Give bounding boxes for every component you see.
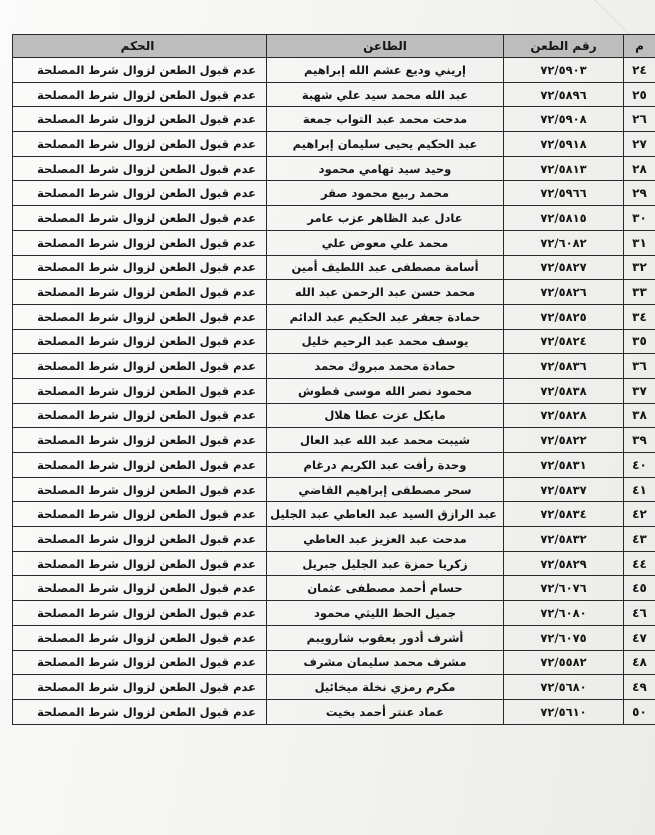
serial-number-cell: ٢٥	[624, 82, 655, 107]
header-appellant: الطاعن	[267, 35, 504, 58]
table-row	[13, 650, 655, 675]
serial-number-cell: ٢٨	[624, 156, 655, 181]
serial-number-cell: ٤٩	[624, 675, 655, 700]
table-row	[13, 675, 655, 700]
table-row	[13, 527, 655, 552]
serial-number-cell: ٤١	[624, 477, 655, 502]
table-row	[13, 699, 655, 724]
judgment-cell: عدم قبول الطعن لزوال شرط المصلحة	[13, 576, 267, 601]
judgment-cell: عدم قبول الطعن لزوال شرط المصلحة	[13, 625, 267, 650]
appellant-cell: مدحت عبد العزيز عبد العاطي	[267, 527, 504, 552]
appellant-cell: مشرف محمد سليمان مشرف	[267, 650, 504, 675]
judgment-cell: عدم قبول الطعن لزوال شرط المصلحة	[13, 304, 267, 329]
serial-number-cell: ٤٤	[624, 551, 655, 576]
judgment-cell: عدم قبول الطعن لزوال شرط المصلحة	[13, 156, 267, 181]
appellant-cell: أسامة مصطفى عبد اللطيف أمين	[267, 255, 504, 280]
judgment-cell: عدم قبول الطعن لزوال شرط المصلحة	[13, 699, 267, 724]
appeal-number-cell: ٧٢/٥٨٣٨	[504, 378, 624, 403]
table-row	[13, 58, 655, 83]
appeal-number-cell: ٧٢/٦٠٧٥	[504, 625, 624, 650]
table-row	[13, 329, 655, 354]
appeal-number-cell: ٧٢/٥٨٢٥	[504, 304, 624, 329]
appellant-cell: زكريا حمزة عبد الجليل جبريل	[267, 551, 504, 576]
appeal-number-cell: ٧٢/٥٨٢٨	[504, 403, 624, 428]
table-row	[13, 280, 655, 305]
appellant-cell: عماد عنتر أحمد بخيت	[267, 699, 504, 724]
appellant-cell: إريني وديع عشم الله إبراهيم	[267, 58, 504, 83]
appellant-cell: حمادة جعفر عبد الحكيم عبد الدائم	[267, 304, 504, 329]
serial-number-cell: ٢٤	[624, 58, 655, 83]
table-row	[13, 132, 655, 157]
rulings-table	[12, 34, 655, 725]
table-row	[13, 502, 655, 527]
table-body	[13, 58, 655, 725]
appeal-number-cell: ٧٢/٥٨٩٦	[504, 82, 624, 107]
appeal-number-cell: ٧٢/٥٨٢٤	[504, 329, 624, 354]
judgment-cell: عدم قبول الطعن لزوال شرط المصلحة	[13, 181, 267, 206]
judgment-cell: عدم قبول الطعن لزوال شرط المصلحة	[13, 329, 267, 354]
judgment-cell: عدم قبول الطعن لزوال شرط المصلحة	[13, 527, 267, 552]
appeal-number-cell: ٧٢/٥٨٣٦	[504, 354, 624, 379]
header-judgment: الحكم	[13, 35, 267, 58]
judgment-cell: عدم قبول الطعن لزوال شرط المصلحة	[13, 601, 267, 626]
judgment-cell: عدم قبول الطعن لزوال شرط المصلحة	[13, 230, 267, 255]
judgment-cell: عدم قبول الطعن لزوال شرط المصلحة	[13, 280, 267, 305]
judgment-cell: عدم قبول الطعن لزوال شرط المصلحة	[13, 551, 267, 576]
serial-number-cell: ٣٤	[624, 304, 655, 329]
table-row	[13, 304, 655, 329]
header-appeal-number: رقم الطعن	[504, 35, 624, 58]
serial-number-cell: ٣٩	[624, 428, 655, 453]
table-row	[13, 107, 655, 132]
judgment-cell: عدم قبول الطعن لزوال شرط المصلحة	[13, 82, 267, 107]
table-row	[13, 156, 655, 181]
serial-number-cell: ٤٢	[624, 502, 655, 527]
appellant-cell: سحر مصطفى إبراهيم القاضي	[267, 477, 504, 502]
appeal-number-cell: ٧٢/٥٩٠٣	[504, 58, 624, 83]
judgment-cell: عدم قبول الطعن لزوال شرط المصلحة	[13, 378, 267, 403]
judgment-cell: عدم قبول الطعن لزوال شرط المصلحة	[13, 650, 267, 675]
appellant-cell: وحيد سيد تهامي محمود	[267, 156, 504, 181]
appellant-cell: وحدة رأفت عبد الكريم درغام	[267, 453, 504, 478]
appeal-number-cell: ٧٢/٦٠٨٢	[504, 230, 624, 255]
appellant-cell: محمد علي معوض علي	[267, 230, 504, 255]
appeal-number-cell: ٧٢/٦٠٧٦	[504, 576, 624, 601]
judgment-cell: عدم قبول الطعن لزوال شرط المصلحة	[13, 453, 267, 478]
appeal-number-cell: ٧٢/٥٨٢٦	[504, 280, 624, 305]
appellant-cell: أشرف أدور يعقوب شارويبم	[267, 625, 504, 650]
serial-number-cell: ٣١	[624, 230, 655, 255]
header-serial-number: م	[624, 35, 655, 58]
appellant-cell: جميل الحظ الليثي محمود	[267, 601, 504, 626]
appeal-number-cell: ٧٢/٥٨٢٧	[504, 255, 624, 280]
serial-number-cell: ٤٠	[624, 453, 655, 478]
table-row	[13, 206, 655, 231]
appellant-cell: حسام أحمد مصطفى عثمان	[267, 576, 504, 601]
table-row	[13, 453, 655, 478]
serial-number-cell: ٣٠	[624, 206, 655, 231]
judgment-cell: عدم قبول الطعن لزوال شرط المصلحة	[13, 477, 267, 502]
table-row	[13, 403, 655, 428]
serial-number-cell: ٥٠	[624, 699, 655, 724]
serial-number-cell: ٤٥	[624, 576, 655, 601]
appeal-number-cell: ٧٢/٥٨٣٧	[504, 477, 624, 502]
appeal-number-cell: ٧٢/٥٩١٨	[504, 132, 624, 157]
appeal-number-cell: ٧٢/٥٥٨٢	[504, 650, 624, 675]
judgment-cell: عدم قبول الطعن لزوال شرط المصلحة	[13, 428, 267, 453]
serial-number-cell: ٤٦	[624, 601, 655, 626]
table-row	[13, 255, 655, 280]
serial-number-cell: ٤٣	[624, 527, 655, 552]
appeal-number-cell: ٧٢/٥٨١٣	[504, 156, 624, 181]
appellant-cell: عادل عبد الظاهر عزب عامر	[267, 206, 504, 231]
appeal-number-cell: ٧٢/٥٦١٠	[504, 699, 624, 724]
table-row	[13, 601, 655, 626]
appellant-cell: مدحت محمد عبد التواب جمعة	[267, 107, 504, 132]
appeal-number-cell: ٧٢/٥٨٢٢	[504, 428, 624, 453]
table-row	[13, 576, 655, 601]
table-row	[13, 181, 655, 206]
table-row	[13, 551, 655, 576]
appellant-cell: عبد الرازق السيد عبد العاطي عبد الجليل	[267, 502, 504, 527]
table-row	[13, 625, 655, 650]
serial-number-cell: ٤٧	[624, 625, 655, 650]
appellant-cell: مايكل عزت عطا هلال	[267, 403, 504, 428]
appeal-number-cell: ٧٢/٥٨٢٩	[504, 551, 624, 576]
serial-number-cell: ٢٩	[624, 181, 655, 206]
appellant-cell: محمود نصر الله موسى قطوش	[267, 378, 504, 403]
appellant-cell: محمد ربيع محمود صقر	[267, 181, 504, 206]
judgment-cell: عدم قبول الطعن لزوال شرط المصلحة	[13, 354, 267, 379]
serial-number-cell: ٢٦	[624, 107, 655, 132]
judgment-cell: عدم قبول الطعن لزوال شرط المصلحة	[13, 132, 267, 157]
appeal-number-cell: ٧٢/٥٩٠٨	[504, 107, 624, 132]
judgment-cell: عدم قبول الطعن لزوال شرط المصلحة	[13, 206, 267, 231]
judgment-cell: عدم قبول الطعن لزوال شرط المصلحة	[13, 675, 267, 700]
appellant-cell: يوسف محمد عبد الرحيم خليل	[267, 329, 504, 354]
appellant-cell: حمادة محمد مبروك محمد	[267, 354, 504, 379]
appeal-number-cell: ٧٢/٦٠٨٠	[504, 601, 624, 626]
table-row	[13, 477, 655, 502]
table-row	[13, 428, 655, 453]
serial-number-cell: ٢٧	[624, 132, 655, 157]
serial-number-cell: ٣٧	[624, 378, 655, 403]
appeal-number-cell: ٧٢/٥٩٦٦	[504, 181, 624, 206]
judgment-cell: عدم قبول الطعن لزوال شرط المصلحة	[13, 58, 267, 83]
table-row	[13, 230, 655, 255]
serial-number-cell: ٣٥	[624, 329, 655, 354]
appellant-cell: عبد الله محمد سيد علي شهبة	[267, 82, 504, 107]
judgment-cell: عدم قبول الطعن لزوال شرط المصلحة	[13, 403, 267, 428]
serial-number-cell: ٣٣	[624, 280, 655, 305]
serial-number-cell: ٣٦	[624, 354, 655, 379]
appeal-number-cell: ٧٢/٥٨٣٤	[504, 502, 624, 527]
table-row	[13, 354, 655, 379]
judgment-cell: عدم قبول الطعن لزوال شرط المصلحة	[13, 502, 267, 527]
appeal-number-cell: ٧٢/٥٨١٥	[504, 206, 624, 231]
judgment-cell: عدم قبول الطعن لزوال شرط المصلحة	[13, 107, 267, 132]
judgment-cell: عدم قبول الطعن لزوال شرط المصلحة	[13, 255, 267, 280]
appellant-cell: شيبت محمد عبد الله عبد العال	[267, 428, 504, 453]
serial-number-cell: ٣٨	[624, 403, 655, 428]
appeal-number-cell: ٧٢/٥٨٣٢	[504, 527, 624, 552]
serial-number-cell: ٤٨	[624, 650, 655, 675]
table-header-row	[13, 35, 655, 58]
table-row	[13, 378, 655, 403]
appellant-cell: محمد حسن عبد الرحمن عبد الله	[267, 280, 504, 305]
serial-number-cell: ٣٢	[624, 255, 655, 280]
appellant-cell: عبد الحكيم يحيى سليمان إبراهيم	[267, 132, 504, 157]
appellant-cell: مكرم رمزي نخلة ميخائيل	[267, 675, 504, 700]
appeal-number-cell: ٧٢/٥٨٣١	[504, 453, 624, 478]
appeal-number-cell: ٧٢/٥٦٨٠	[504, 675, 624, 700]
table-row	[13, 82, 655, 107]
